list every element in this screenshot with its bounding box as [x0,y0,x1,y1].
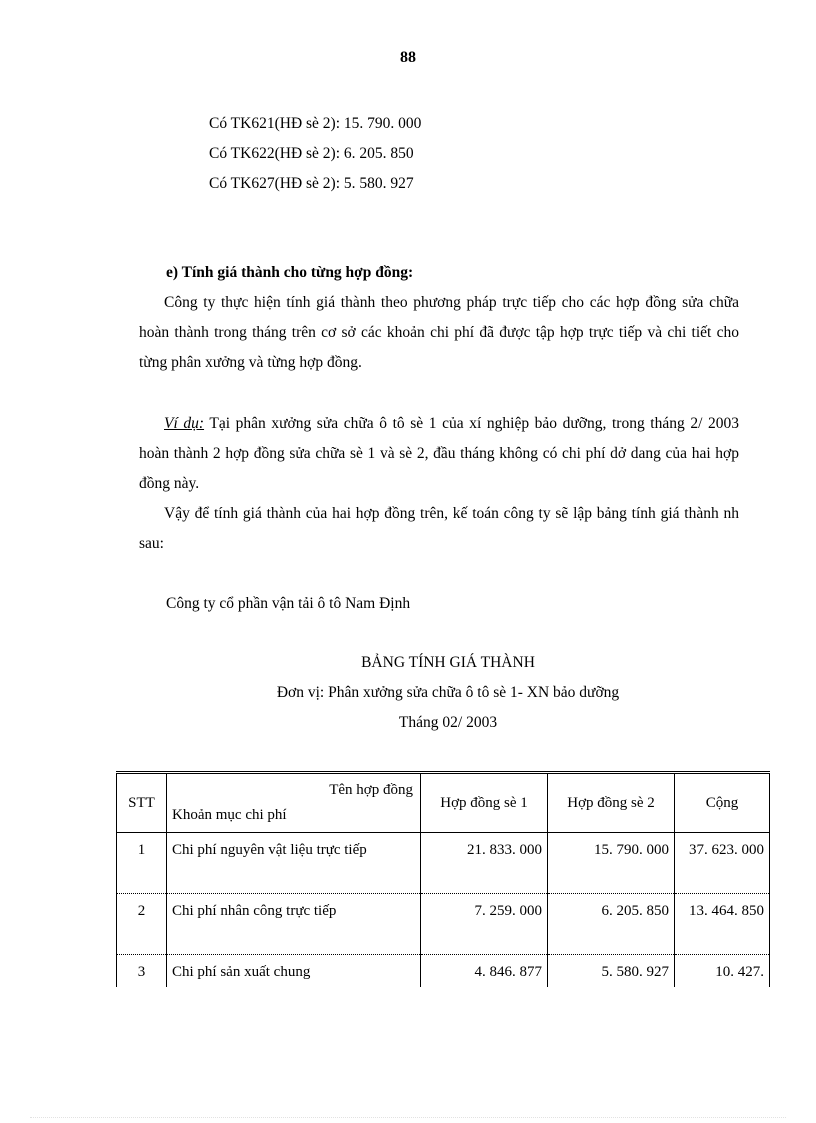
table-row [117,833,770,894]
row-item: Chi phí sản xuất chung [167,955,421,988]
table-row [117,955,770,988]
paragraph-conclusion: Vậy để tính giá thành của hai hợp đồng trên, kế toán công ty sẽ lập bảng tính giá thành nh sau: [139,505,739,552]
example-text: Tại phân xưởng sửa chữa ô tô sè 1 của xí nghiệp bảo dưỡng, trong tháng 2/ 2003 hoàn thành 2 hợp đồng sửa chữa sè 1 và sè 2, đầu tháng không có chi phí dở dang của hai hợp đồng này. [139,415,740,492]
row-total: 37. 623. 000 [675,833,770,894]
row-contract-2: 15. 790. 000 [548,833,675,894]
row-stt: 1 [117,833,167,894]
cost-table [116,771,770,987]
table-row [117,894,770,955]
table-month: Tháng 02/ 2003 [398,714,498,731]
paragraph-method: Công ty thực hiện tính giá thành theo phương pháp trực tiếp cho các hợp đồng sửa chữa hoàn thành trong tháng trên cơ sở các khoản chi phí đã được tập hợp trực tiếp và chi tiết cho từng phân xưởng và từng hợp đồng. [139,294,739,371]
header-total: Cộng [675,773,770,833]
header-contract-1: Hợp đồng sè 1 [421,773,548,833]
entry-credit-627: Có TK627(HĐ sè 2): 5. 580. 927 [209,175,414,192]
entry-credit-621: Có TK621(HĐ sè 2): 15. 790. 000 [209,115,422,132]
row-contract-1: 4. 846. 877 [421,955,548,988]
company-name: Công ty cổ phần vận tải ô tô Nam Định [166,595,411,612]
row-item: Chi phí nguyên vật liệu trực tiếp [167,833,421,894]
header-contract-name: Tên hợp đồng [329,782,413,798]
example-label: Ví dụ: [164,415,205,432]
row-contract-2: 6. 205. 850 [548,894,675,955]
header-contract-2: Hợp đồng sè 2 [548,773,675,833]
row-contract-1: 21. 833. 000 [421,833,548,894]
section-heading: e) Tính giá thành cho từng hợp đồng: [166,264,414,281]
header-diagonal-cell [167,773,421,833]
page-number: 88 [400,49,416,66]
row-stt: 2 [117,894,167,955]
row-contract-1: 7. 259. 000 [421,894,548,955]
row-total: 10. 427. [675,955,770,988]
table-unit: Đơn vị: Phân xưởng sửa chữa ô tô sè 1- XN bảo dưỡng [276,684,620,701]
page-bottom-divider [30,1117,786,1118]
row-item: Chi phí nhân công trực tiếp [167,894,421,955]
header-stt: STT [117,773,167,833]
paragraph-example [139,409,739,499]
row-contract-2: 5. 580. 927 [548,955,675,988]
row-stt: 3 [117,955,167,988]
entry-credit-622: Có TK622(HĐ sè 2): 6. 205. 850 [209,145,414,162]
table-header-row [117,773,770,833]
table-title: BẢNG TÍNH GIÁ THÀNH [361,654,535,671]
row-total: 13. 464. 850 [675,894,770,955]
header-cost-item: Khoản mục chi phí [172,807,287,823]
